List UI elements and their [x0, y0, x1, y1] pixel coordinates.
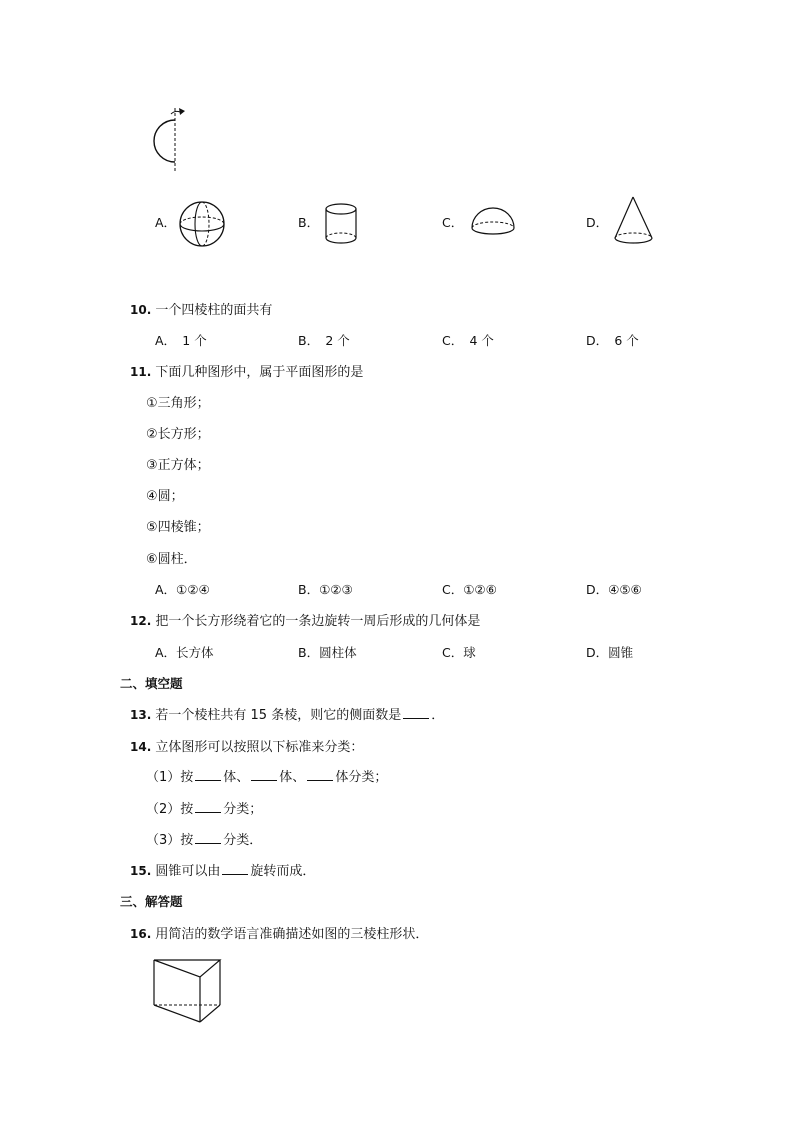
q14-line2-prefix: （2）按: [146, 802, 194, 817]
q12-option-b[interactable]: B．圆柱体: [298, 645, 357, 660]
q11-option-a[interactable]: A．①②④: [155, 582, 210, 597]
q15-number: 15.: [130, 864, 152, 878]
q14-line3-suffix: 分类．: [223, 833, 263, 848]
semicircle-rotation-figure: [140, 100, 200, 180]
q11-stem: [130, 363, 363, 382]
q10-option-d[interactable]: D． 6 个: [586, 333, 639, 348]
q16-stem: [130, 925, 428, 944]
triangular-prism-figure: [150, 955, 230, 1027]
q15-text-end: 旋转而成．: [250, 864, 316, 879]
q14-line3-prefix: （3）按: [146, 833, 194, 848]
q11-item-5: ⑤四棱锥；: [146, 520, 210, 535]
sphere-icon: [178, 200, 228, 248]
q14-line1-part-d: 体分类；: [335, 770, 388, 785]
q10-option-c[interactable]: C． 4 个: [442, 333, 494, 348]
q9-option-d-label[interactable]: D．: [586, 215, 609, 230]
q9-option-b-label[interactable]: B．: [298, 215, 320, 230]
q10-stem: [130, 301, 272, 320]
q10-text: 一个四棱柱的面共有: [155, 303, 273, 318]
rotation-arrowhead: [179, 108, 185, 115]
q12-option-c[interactable]: C．球: [442, 645, 476, 660]
q14-line-2: [146, 800, 262, 819]
q14-line-1: [146, 768, 387, 787]
section-answer-heading: 三、解答题: [120, 894, 183, 909]
q10-number: 10.: [130, 303, 152, 317]
q14-line1-part-b: 体、: [223, 770, 250, 785]
q11-text: 下面几种图形中，属于平面图形的是: [155, 365, 364, 380]
q16-number: 16.: [130, 927, 152, 941]
q14-blank-3[interactable]: [307, 768, 333, 781]
q11-item-2: ②长方形；: [146, 427, 210, 442]
q9-option-c-label[interactable]: C．: [442, 215, 464, 230]
q15-stem: [130, 862, 315, 881]
q13-text-end: ．: [431, 708, 445, 723]
q16-text: 用简洁的数学语言准确描述如图的三棱柱形状．: [155, 927, 429, 942]
section-fill-in-heading: 二、填空题: [120, 676, 183, 691]
q14-line-3: [146, 831, 262, 850]
q12-option-d[interactable]: D．圆锥: [586, 645, 634, 660]
q14-blank-4[interactable]: [195, 800, 221, 813]
q14-line1-prefix: （1）按: [146, 770, 194, 785]
q10-option-a[interactable]: A． 1 个: [155, 333, 207, 348]
q14-blank-5[interactable]: [195, 831, 221, 844]
q14-stem: [130, 738, 363, 757]
q14-line2-suffix: 分类；: [223, 802, 263, 817]
q12-stem: [130, 612, 480, 631]
q11-option-c[interactable]: C．①②⑥: [442, 582, 497, 597]
q13-number: 13.: [130, 708, 152, 722]
q11-item-4: ④圆；: [146, 489, 184, 504]
hemisphere-icon: [468, 206, 518, 238]
q14-line1-part-c: 体、: [279, 770, 306, 785]
cone-icon: [610, 194, 660, 252]
q12-option-a[interactable]: A．长方体: [155, 645, 214, 660]
q11-item-6: ⑥圆柱．: [146, 552, 197, 567]
q9-option-a-label[interactable]: A．: [155, 215, 177, 230]
q15-blank[interactable]: [222, 862, 248, 875]
q12-number: 12.: [130, 614, 152, 628]
q12-text: 把一个长方形绕着它的一条边旋转一周后形成的几何体是: [155, 614, 481, 629]
q13-stem: [130, 706, 444, 725]
q11-number: 11.: [130, 365, 152, 379]
semicircle-arc: [154, 120, 175, 162]
q14-blank-1[interactable]: [195, 768, 221, 781]
q14-blank-2[interactable]: [251, 768, 277, 781]
q13-blank[interactable]: [403, 706, 429, 719]
q14-number: 14.: [130, 740, 152, 754]
cylinder-icon: [322, 202, 362, 248]
q14-text: 立体图形可以按照以下标准来分类：: [155, 740, 364, 755]
q11-option-d[interactable]: D．④⑤⑥: [586, 582, 642, 597]
q10-option-b[interactable]: B． 2 个: [298, 333, 350, 348]
q13-text: 若一个棱柱共有 15 条棱，则它的侧面数是: [155, 708, 402, 723]
q15-text: 圆锥可以由: [155, 864, 221, 879]
q11-item-1: ①三角形；: [146, 396, 210, 411]
q11-item-3: ③正方体；: [146, 458, 210, 473]
q11-option-b[interactable]: B．①②③: [298, 582, 353, 597]
